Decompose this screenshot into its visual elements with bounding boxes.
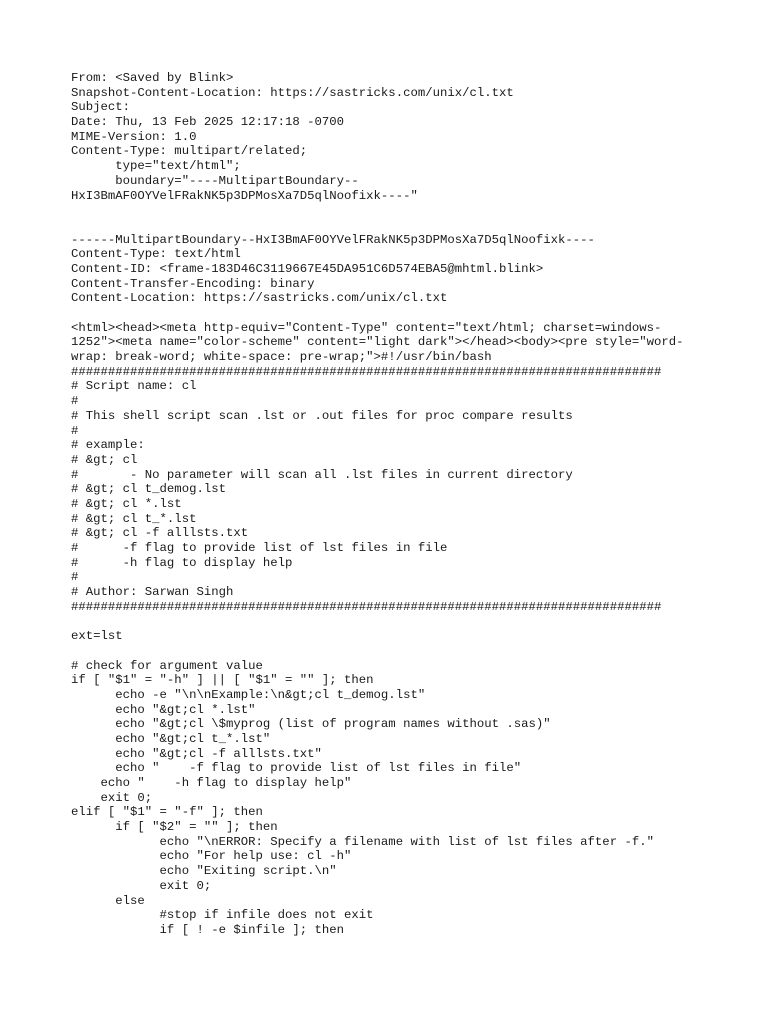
- document-line: echo " -f flag to provide list of lst files in file": [71, 761, 522, 776]
- document-line: Content-Location: https://sastricks.com/unix/cl.txt: [71, 291, 448, 306]
- document-line: # &gt; cl t_demog.lst: [71, 482, 226, 497]
- document-line: if [ "$1" = "-h" ] || [ "$1" = "" ]; then: [71, 673, 374, 688]
- document-line: echo "\nERROR: Specify a filename with list of lst files after -f.": [71, 834, 654, 849]
- document-line: #: [71, 570, 79, 585]
- document-line: HxI3BmAF0OYVelFRakNK5p3DPMosXa7D5qlNoofixk----": [71, 188, 418, 203]
- document-line: exit 0;: [71, 878, 212, 893]
- document-line: echo "&gt;cl t_*.lst": [71, 731, 271, 746]
- document-line: Content-Type: multipart/related;: [71, 144, 308, 159]
- document-line: echo "&gt;cl \$myprog (list of program names without .sas)": [71, 717, 551, 732]
- document-line: echo "&gt;cl *.lst": [71, 702, 256, 717]
- document-line: # example:: [71, 438, 145, 453]
- document-line: Content-Type: text/html: [71, 247, 241, 262]
- document-line: # Author: Sarwan Singh: [71, 585, 234, 600]
- document-line: ################################################################################: [71, 364, 662, 379]
- document-line: # check for argument value: [71, 658, 263, 673]
- document-line: Content-Transfer-Encoding: binary: [71, 276, 315, 291]
- document-line: echo "Exiting script.\n": [71, 864, 337, 879]
- document-line: if [ "$2" = "" ]; then: [71, 820, 278, 835]
- document-line: [71, 614, 711, 629]
- document-line: # &gt; cl: [71, 452, 138, 467]
- document-line: Content-ID: <frame-183D46C3119667E45DA951C6D574EBA5@mhtml.blink>: [71, 261, 544, 276]
- document-line: if [ ! -e $infile ]; then: [71, 922, 345, 937]
- document-line: ------MultipartBoundary--HxI3BmAF0OYVelFRakNK5p3DPMosXa7D5qlNoofixk----: [71, 232, 595, 247]
- document-line: [71, 203, 711, 218]
- document-line: wrap: break-word; white-space: pre-wrap;">#!/usr/bin/bash: [71, 350, 492, 365]
- document-line: [71, 218, 711, 233]
- document-line: # - No parameter will scan all .lst files in current directory: [71, 467, 573, 482]
- document-line: elif [ "$1" = "-f" ]; then: [71, 805, 263, 820]
- document-line: 1252"><meta name="color-scheme" content="light dark"></head><body><pre style="word-: [71, 335, 684, 350]
- document-line: # -h flag to display help: [71, 555, 293, 570]
- document-line: boundary="----MultipartBoundary--: [71, 173, 359, 188]
- document-line: [71, 644, 711, 659]
- document-line: Snapshot-Content-Location: https://sastricks.com/unix/cl.txt: [71, 85, 514, 100]
- document-line: echo " -h flag to display help": [71, 776, 352, 790]
- document-line: type="text/html";: [71, 159, 241, 174]
- document-line: # &gt; cl *.lst: [71, 496, 182, 511]
- document-line: [71, 306, 711, 321]
- document-line: MIME-Version: 1.0: [71, 129, 197, 144]
- document-line: ext=lst: [71, 629, 123, 644]
- document-line: ################################################################################: [71, 599, 662, 614]
- document-line: # &gt; cl t_*.lst: [71, 511, 197, 526]
- document-line: #: [71, 394, 79, 409]
- document-line: #: [71, 423, 79, 438]
- document-line: <html><head><meta http-equiv="Content-Type" content="text/html; charset=windows-: [71, 320, 662, 335]
- document-line: # Script name: cl: [71, 379, 197, 394]
- document-line: # -f flag to provide list of lst files in file: [71, 541, 448, 555]
- document-line: echo "For help use: cl -h": [71, 849, 352, 864]
- document-line: echo "&gt;cl -f alllsts.txt": [71, 746, 322, 761]
- document-line: exit 0;: [71, 790, 153, 805]
- document-line: # &gt; cl -f alllsts.txt: [71, 526, 249, 541]
- document-line: From: <Saved by Blink>: [71, 71, 234, 85]
- document-line: echo -e "\n\nExample:\n&gt;cl t_demog.lst": [71, 687, 426, 702]
- document-line: # This shell script scan .lst or .out files for proc compare results: [71, 408, 573, 423]
- document-body: [71, 71, 711, 938]
- document-line: Subject:: [71, 100, 131, 115]
- document-line: Date: Thu, 13 Feb 2025 12:17:18 -0700: [71, 115, 345, 130]
- document-line: #stop if infile does not exit: [71, 908, 374, 923]
- document-line: else: [71, 893, 145, 908]
